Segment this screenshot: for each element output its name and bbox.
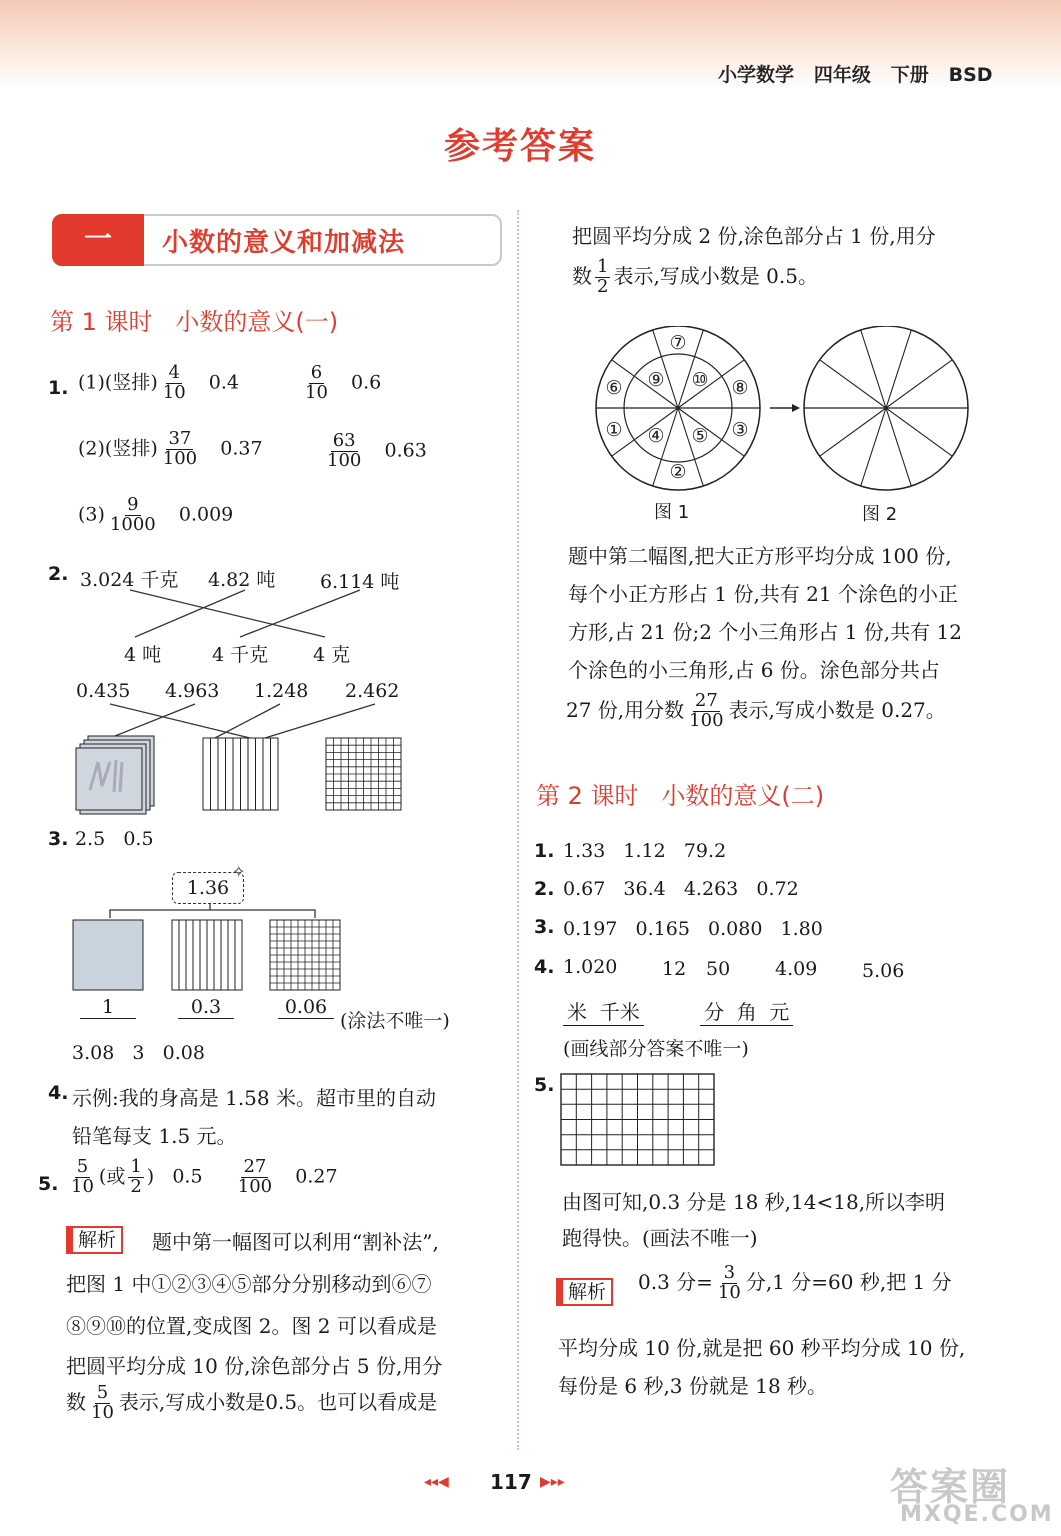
circle-label-2: ②	[669, 461, 687, 483]
r-q1-number: 1.	[534, 840, 555, 862]
q3-label-1: 1	[80, 996, 136, 1019]
lesson1-heading	[50, 302, 338, 337]
q3-label-3: 0.06	[278, 996, 334, 1019]
right-fraction-27: $\frac{27}{100}$	[689, 690, 724, 731]
r-q4-units1: 米 千米	[563, 996, 644, 1026]
right-para4: 每个小正方形占 1 份,共有 21 个涂色的小正	[568, 582, 958, 606]
q3-grid-square	[270, 920, 340, 990]
right-fraction-half: $\frac{1}{2}$	[597, 256, 609, 297]
header-grade: 四年级	[813, 64, 871, 86]
figure2-caption: 图 2	[862, 504, 898, 525]
analysis-tag: 解析	[66, 1226, 123, 1254]
q1p2-prefix: (2)(竖排)	[78, 437, 158, 460]
strip-square	[203, 738, 278, 810]
q1-part1-b: $\frac{6}{10}$ 0.6	[305, 362, 382, 403]
r-q4-units2: 分 角 元	[700, 996, 793, 1026]
q1p3-fraction: $\frac{9}{1000}$	[109, 494, 156, 535]
lesson1-title: 小数的意义(一)	[175, 308, 339, 336]
header-term: 下册	[890, 64, 929, 86]
column-divider	[517, 210, 519, 1450]
stacked-squares	[76, 736, 154, 814]
right-analysis-tag: 解析	[556, 1278, 613, 1306]
unit-title: 小数的意义和加减法	[162, 228, 406, 258]
q1-part2-b: $\frac{63}{100}$ 0.63	[327, 430, 427, 471]
q2-bottom-1: 4 吨	[124, 644, 162, 666]
q3-diagram	[70, 900, 400, 996]
page-title: 参考答案	[444, 126, 597, 167]
figure1-caption: 图 1	[654, 502, 690, 523]
figure2-circle	[804, 326, 968, 490]
q2-bottom-2: 4 千克	[212, 644, 269, 666]
r-q4-number: 4.	[534, 956, 555, 978]
r-q2-text: 0.67 36.4 4.263 0.72	[563, 878, 799, 900]
q5-fraction3: $\frac{27}{100}$	[237, 1156, 273, 1197]
analysis-line2: 把图 1 中①②③④⑤部分分别移动到⑥⑦	[66, 1272, 432, 1296]
r-q4-val-3: 50	[706, 958, 731, 980]
r-q2-number: 2.	[534, 878, 555, 900]
prev-arrows-icon: ◂◂◀	[424, 1474, 449, 1490]
q1p1-prefix: (1)(竖排)	[78, 371, 158, 394]
q5-answer: $\frac{5}{10}$ (或 $\frac{1}{2}$ ) 0.5 $\frac{27}{100}$ 0.27	[71, 1156, 338, 1197]
lesson2-heading	[536, 776, 824, 811]
q2-top-1: 3.024 千克	[80, 569, 179, 591]
q2-matching-lines	[70, 585, 410, 645]
circle-label-6: ⑥	[605, 377, 623, 399]
sparkle-icon: ✧	[232, 862, 246, 881]
next-arrows-icon: ▶▸▸	[540, 1474, 565, 1490]
right-para6: 个涂色的小三角形,占 6 份。涂色部分共占	[568, 658, 940, 682]
q3-note: (涂法不唯一)	[340, 1010, 450, 1032]
r-q5-line1: 由图可知,0.3 分是 18 秒,14<18,所以李明	[562, 1190, 946, 1214]
analysis-line3: ⑧⑨⑩的位置,变成图 2。图 2 可以看成是	[66, 1314, 437, 1338]
q2-bottom-3: 4 克	[313, 644, 351, 666]
q1-part3: (3) $\frac{9}{1000}$ 0.009	[78, 494, 234, 535]
right-para5: 方形,占 21 份;2 个小三角形占 1 份,共有 12	[568, 620, 962, 644]
q2-number: 2.	[48, 563, 69, 585]
right-analysis	[556, 1278, 613, 1306]
analysis-line5: 数 $\frac{5}{10}$ 表示,写成小数是0.5。也可以看成是	[66, 1382, 438, 1423]
q1p2-fraction1: $\frac{37}{100}$	[162, 428, 198, 469]
unit-number: 一	[52, 214, 144, 266]
q5-fraction1: $\frac{5}{10}$	[71, 1156, 94, 1197]
right-analysis-line1: 0.3 分= $\frac{3}{10}$ 分,1 分=60 秒,把 1 分	[638, 1262, 952, 1303]
q3-number: 3.	[48, 828, 69, 850]
analysis-line4: 把圆平均分成 10 份,涂色部分占 5 份,用分	[66, 1354, 443, 1378]
right-analysis-line2: 平均分成 10 份,就是把 60 秒平均分成 10 份,	[558, 1336, 966, 1360]
lesson2-title: 小数的意义(二)	[661, 782, 825, 810]
watermark-logo: 答案圈	[890, 1465, 1011, 1509]
r-q4-val-5: 5.06	[862, 960, 905, 982]
grid-square	[326, 738, 401, 810]
q4-line1: 示例:我的身高是 1.58 米。超市里的自动	[72, 1086, 436, 1110]
right-para3: 题中第二幅图,把大正方形平均分成 100 份,	[568, 544, 952, 568]
lesson2-label: 第 2 课时	[536, 782, 639, 810]
q1-part1: (1)(竖排) $\frac{4}{10}$ 0.4	[78, 362, 239, 403]
analysis-fraction: $\frac{5}{10}$	[91, 1382, 114, 1423]
right-para2: 数 $\frac{1}{2}$ 表示,写成小数是 0.5。	[572, 256, 818, 297]
page-number: 117	[490, 1470, 532, 1494]
circle-label-3: ③	[731, 419, 749, 441]
circle-label-1: ①	[605, 419, 623, 441]
q5-number: 5.	[38, 1173, 59, 1195]
r-q4-note: (画线部分答案不唯一)	[563, 1038, 749, 1060]
r-q5-number: 5.	[534, 1074, 555, 1096]
circle-label-4: ④	[647, 425, 665, 447]
right-para1: 把圆平均分成 2 份,涂色部分占 1 份,用分	[572, 224, 936, 248]
header-edition: BSD	[948, 64, 993, 86]
r-q4-val-4: 4.09	[775, 958, 818, 980]
arrow-icon	[770, 404, 800, 412]
q2-value-3: 1.248	[254, 680, 309, 702]
circle-label-5: ⑤	[691, 425, 709, 447]
circle-label-7: ⑦	[669, 332, 687, 354]
q3-line2: 3.08 3 0.08	[72, 1042, 205, 1064]
right-analysis-fraction: $\frac{3}{10}$	[717, 1262, 741, 1303]
header-breadcrumb	[718, 60, 993, 87]
r-q3-text: 0.197 0.165 0.080 1.80	[563, 918, 823, 940]
left-analysis	[66, 1226, 123, 1254]
right-analysis-line3: 每份是 6 秒,3 份就是 18 秒。	[558, 1374, 828, 1398]
unit-banner	[52, 214, 502, 266]
q3-label-2: 0.3	[178, 996, 234, 1019]
r-q5-grid	[560, 1073, 716, 1167]
q2-value-4: 2.462	[345, 680, 400, 702]
circle-label-8: ⑧	[731, 377, 749, 399]
q1-number: 1.	[48, 377, 69, 399]
q1p2-fraction2: $\frac{63}{100}$	[327, 430, 362, 471]
r-q5-line2: 跑得快。(画法不唯一)	[562, 1226, 758, 1250]
q4-line2: 铅笔每支 1.5 元。	[72, 1124, 237, 1148]
right-para7: 27 份,用分数 $\frac{27}{100}$ 表示,写成小数是 0.27。	[566, 690, 946, 731]
r-q4-val-2: 12	[662, 958, 687, 980]
q3-line1: 2.5 0.5	[75, 828, 154, 850]
q4-number: 4.	[48, 1082, 69, 1104]
q2-diagram	[70, 700, 420, 816]
q1p3-prefix: (3)	[78, 503, 105, 526]
circle-label-9: ⑨	[647, 369, 665, 391]
q1p1-fraction1: $\frac{4}{10}$	[162, 362, 186, 403]
q2-top-2: 4.82 吨	[208, 569, 276, 591]
q1-part2: (2)(竖排) $\frac{37}{100}$ 0.37	[78, 428, 263, 469]
q3-strip-square	[172, 920, 242, 990]
q1p1-fraction2: $\frac{6}{10}$	[305, 362, 328, 403]
q2-top-3: 6.114 吨	[320, 571, 400, 593]
q5-fraction2: $\frac{1}{2}$	[130, 1156, 142, 1197]
r-q4-val-1: 1.020	[563, 956, 618, 978]
q2-value-2: 4.963	[165, 680, 220, 702]
q2-value-1: 0.435	[76, 680, 131, 702]
lesson1-label: 第 1 课时	[50, 308, 153, 336]
analysis-line1: 题中第一幅图可以利用“割补法”,	[152, 1230, 439, 1254]
r-q1-text: 1.33 1.12 79.2	[563, 840, 727, 862]
watermark-url: MXQE.COM	[900, 1502, 1054, 1527]
header-subject: 小学数学	[718, 64, 795, 86]
circle-label-10: ⑩	[691, 369, 709, 391]
circle-figures	[590, 326, 980, 496]
r-q3-number: 3.	[534, 916, 555, 938]
q3-box-value: 1.36	[186, 877, 230, 899]
